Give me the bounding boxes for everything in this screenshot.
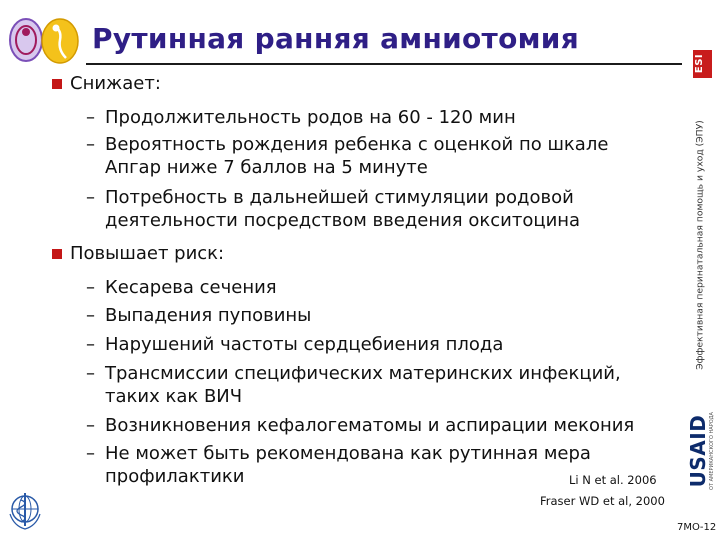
- bullet-label: Снижает:: [70, 73, 161, 94]
- title-divider: [86, 63, 682, 65]
- list-item-text: деятельности посредством введения окситоцина: [105, 210, 581, 231]
- list-item-text: Возникновения кефалогематомы и аспирации мекония: [105, 415, 635, 436]
- esi-logo-text: ESI: [694, 53, 706, 74]
- esi-logo: [693, 50, 712, 78]
- list-item-text: Выпадения пуповины: [105, 305, 312, 326]
- list-item-text: Апгар ниже 7 баллов на 5 минуте: [105, 157, 428, 178]
- mother-child-logo-icon: [4, 10, 84, 70]
- dash-icon: –: [86, 334, 95, 355]
- list-item-text: таких как ВИЧ: [105, 386, 243, 407]
- list-item-text: Нарушений частоты сердцебиения плода: [105, 334, 504, 355]
- dash-icon: –: [86, 187, 95, 208]
- usaid-subtext: ОТ АМЕРИКАНСКОГО НАРОДА: [709, 412, 715, 490]
- list-item-text: профилактики: [105, 466, 245, 487]
- slide-number: 7МО-12: [677, 522, 717, 533]
- bullet-square-icon: [52, 249, 62, 259]
- reference-citation: Fraser WD et al, 2000: [540, 494, 665, 508]
- list-item-text: Трансмиссии специфических материнских инфекций,: [105, 363, 621, 384]
- dash-icon: –: [86, 363, 95, 384]
- sidebar-vertical-caption: Эффективная перинатальная помощь и уход (ЭПУ): [694, 120, 706, 370]
- dash-icon: –: [86, 277, 95, 298]
- bullet-square-icon: [52, 79, 62, 89]
- reference-citation: Li N et al. 2006: [569, 473, 657, 487]
- bullet-label: Повышает риск:: [70, 243, 225, 264]
- who-emblem-icon: [6, 490, 44, 532]
- dash-icon: –: [86, 107, 95, 128]
- list-item-text: Продолжительность родов на 60 - 120 мин: [105, 107, 516, 128]
- dash-icon: –: [86, 134, 95, 155]
- slide-title: Рутинная ранняя амниотомия: [92, 22, 579, 55]
- usaid-logo: USAID: [686, 414, 710, 488]
- list-item-text: Не может быть рекомендована как рутинная мера: [105, 443, 591, 464]
- dash-icon: –: [86, 415, 95, 436]
- dash-icon: –: [86, 305, 95, 326]
- dash-icon: –: [86, 443, 95, 464]
- list-item-text: Кесарева сечения: [105, 277, 277, 298]
- list-item-text: Вероятность рождения ребенка с оценкой по шкале: [105, 134, 609, 155]
- list-item-text: Потребность в дальнейшей стимуляции родовой: [105, 187, 574, 208]
